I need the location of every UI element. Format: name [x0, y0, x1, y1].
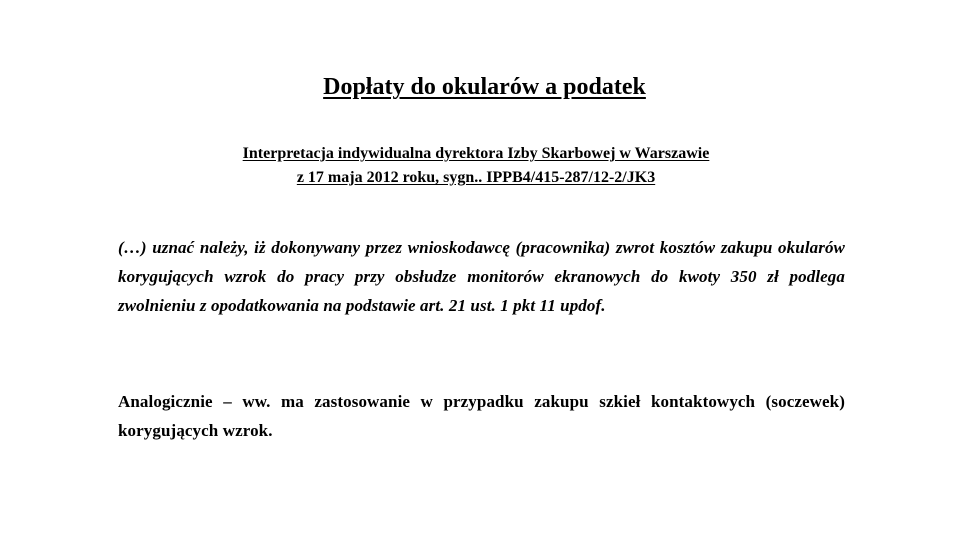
interpretation-reference-line-2: z 17 maja 2012 roku, sygn.. IPPB4/415-287/12-2/JK3 [296, 169, 656, 186]
analogy-note-paragraph: Analogicznie – ww. ma zastosowanie w przypadku zakupu szkieł kontaktowych (soczewek) korygujących wzrok. [118, 392, 845, 440]
quoted-ruling-paragraph: (…) uznać należy, iż dokonywany przez wnioskodawcę (pracownika) zwrot kosztów zakupu okularów korygujących wzrok do pracy przy obsłudze monitorów ekranowych do kwoty 350 zł podlega zwolnieniu z opodatkowania na podstawie art. 21 ust. 1 pkt 11 updof. [118, 238, 845, 315]
interpretation-reference [0, 142, 952, 190]
slide-title: Dopłaty do okularów a podatek [323, 74, 646, 100]
interpretation-reference-line-1: Interpretacja indywidualna dyrektora Izby Skarbowej w Warszawie [242, 145, 710, 162]
